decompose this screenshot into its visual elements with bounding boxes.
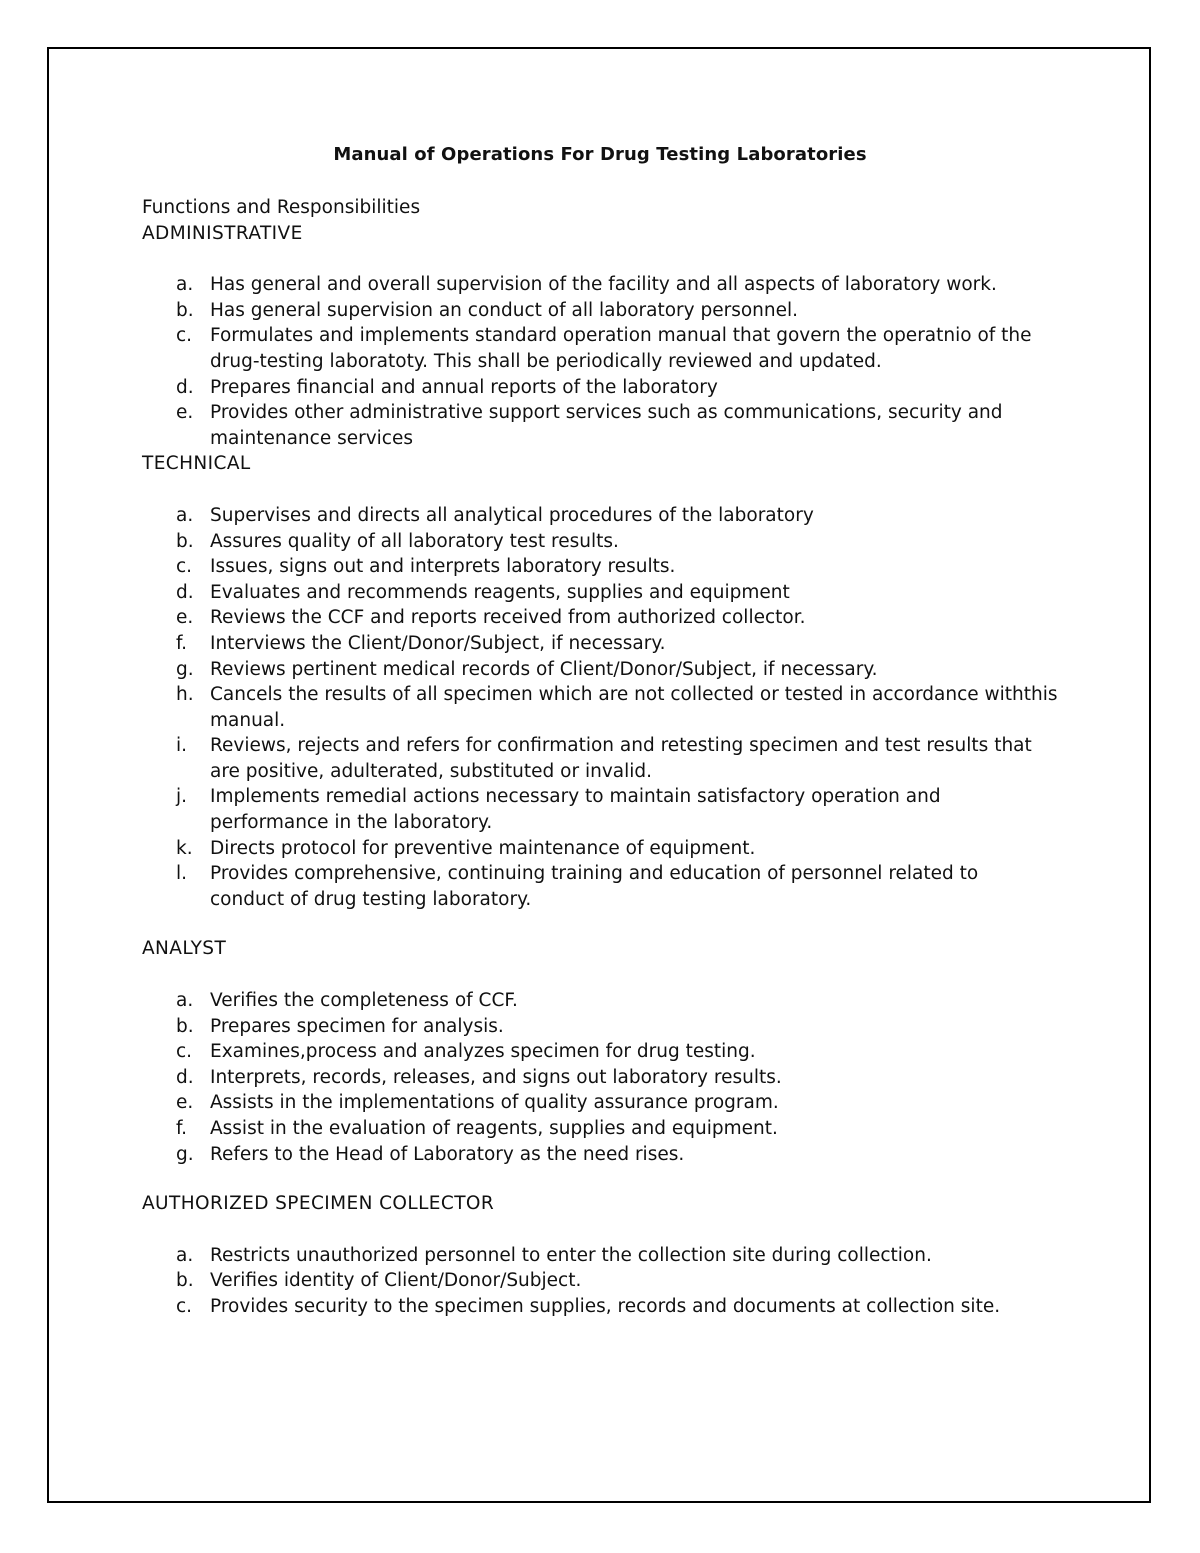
list-marker: c.: [176, 325, 193, 347]
list-item: [142, 1243, 1062, 1269]
list-item: [142, 375, 1062, 401]
list-item-text: Directs protocol for preventive maintenance of equipment.: [210, 837, 756, 859]
list-marker: i.: [176, 735, 188, 757]
list-marker: b.: [176, 1270, 194, 1292]
section-heading-administrative: ADMINISTRATIVE: [142, 222, 303, 244]
list-item-text: Examines,process and analyzes specimen for drug testing.: [210, 1041, 756, 1063]
list-item: [142, 1268, 1062, 1294]
list-marker: b.: [176, 1015, 194, 1037]
intro-line: Functions and Responsibilities: [142, 197, 421, 218]
list-item-text: Implements remedial actions necessary to maintain satisfactory operation and performance in the laboratory.: [210, 786, 941, 834]
list-item: [142, 657, 1062, 683]
list-item-text: Provides other administrative support services such as communications, security and maintenance services: [210, 402, 1003, 449]
document-body: [142, 195, 1062, 1320]
list-item-text: Verifies identity of Client/Donor/Subject.: [210, 1270, 582, 1292]
list-marker: f.: [176, 632, 188, 654]
list-marker: g.: [176, 658, 194, 680]
list-marker: a.: [176, 990, 194, 1012]
list-item-text: Formulates and implements standard operation manual that govern the operatnio of the drug-testing laboratoty. This shall be periodically reviewed and updated.: [210, 325, 1032, 372]
list-marker: a.: [176, 274, 194, 296]
list-item: [142, 580, 1062, 606]
list-item: [142, 836, 1062, 862]
list-item-text: Reviews the CCF and reports received from authorized collector.: [210, 607, 806, 629]
list-marker: e.: [176, 1092, 194, 1114]
list-marker: c.: [176, 1041, 193, 1063]
list-item-text: Has general supervision an conduct of all laboratory personnel.: [210, 299, 799, 321]
list-item: [142, 1294, 1062, 1320]
list-item: [142, 298, 1062, 324]
administrative-list: [142, 272, 1062, 451]
collector-list: [142, 1243, 1062, 1320]
analyst-list: [142, 988, 1062, 1167]
list-marker: c.: [176, 556, 193, 578]
list-item-text: Provides comprehensive, continuing training and education of personnel related to conduct of drug testing laboratory.: [210, 863, 979, 910]
list-item-text: Supervises and directs all analytical procedures of the laboratory: [210, 504, 814, 526]
list-marker: b.: [176, 530, 194, 552]
list-item: [142, 1039, 1062, 1065]
list-item: [142, 605, 1062, 631]
list-marker: j.: [176, 786, 188, 808]
list-item: [142, 529, 1062, 555]
list-item: [142, 988, 1062, 1014]
list-item-text: Refers to the Head of Laboratory as the need rises.: [210, 1143, 685, 1165]
list-item-text: Restricts unauthorized personnel to enter the collection site during collection.: [210, 1244, 932, 1266]
list-item-text: Evaluates and recommends reagents, supplies and equipment: [210, 581, 790, 603]
list-item-text: Has general and overall supervision of the facility and all aspects of laboratory work.: [210, 274, 997, 296]
list-item: [142, 1065, 1062, 1091]
list-item-text: Verifies the completeness of CCF.: [210, 990, 518, 1012]
list-item-text: Assist in the evaluation of reagents, supplies and equipment.: [210, 1118, 778, 1139]
list-item-text: Prepares financial and annual reports of the laboratory: [210, 376, 718, 398]
list-item: [142, 682, 1062, 733]
list-item: [142, 631, 1062, 657]
list-item: [142, 733, 1062, 784]
section-heading-authorized-specimen-collector: AUTHORIZED SPECIMEN COLLECTOR: [142, 1193, 495, 1215]
list-marker: b.: [176, 299, 194, 321]
list-marker: c.: [176, 1295, 193, 1317]
list-item: [142, 554, 1062, 580]
list-marker: d.: [176, 1066, 194, 1088]
list-item-text: Provides security to the specimen supplies, records and documents at collection site.: [210, 1295, 1001, 1317]
list-item: [142, 1090, 1062, 1116]
list-marker: a.: [176, 504, 194, 526]
section-heading-analyst: ANALYST: [142, 938, 227, 960]
list-marker: e.: [176, 607, 194, 629]
document-title: Manual of Operations For Drug Testing Laboratories: [333, 144, 867, 165]
list-item: [142, 1142, 1062, 1168]
list-item-text: Prepares specimen for analysis.: [210, 1015, 504, 1037]
list-item-text: Reviews, rejects and refers for confirmation and retesting specimen and test results that are positive, adulterated, substituted or invalid.: [210, 735, 1032, 782]
section-heading-technical: TECHNICAL: [142, 453, 251, 475]
list-marker: a.: [176, 1244, 194, 1266]
list-item: [142, 272, 1062, 298]
list-marker: g.: [176, 1143, 194, 1165]
list-marker: h.: [176, 684, 194, 706]
list-item-text: Cancels the results of all specimen which are not collected or tested in accordance withthis manual.: [210, 684, 1058, 731]
list-item: [142, 861, 1062, 912]
list-marker: e.: [176, 402, 194, 424]
list-item: [142, 323, 1062, 374]
list-item-text: Reviews pertinent medical records of Client/Donor/Subject, if necessary.: [210, 658, 878, 680]
list-marker: f.: [176, 1118, 188, 1139]
list-item-text: Interprets, records, releases, and signs out laboratory results.: [210, 1066, 782, 1088]
list-item-text: Assures quality of all laboratory test results.: [210, 530, 619, 552]
list-item: [142, 784, 1062, 835]
list-marker: l.: [176, 863, 188, 885]
list-item: [142, 400, 1062, 451]
list-item-text: Interviews the Client/Donor/Subject, if necessary.: [210, 632, 666, 654]
list-marker: k.: [176, 837, 193, 859]
list-item: [142, 503, 1062, 529]
list-item-text: Issues, signs out and interprets laboratory results.: [210, 556, 676, 578]
list-marker: d.: [176, 376, 194, 398]
list-marker: d.: [176, 581, 194, 603]
list-item-text: Assists in the implementations of quality assurance program.: [210, 1092, 779, 1114]
list-item: [142, 1116, 1062, 1142]
list-item: [142, 1014, 1062, 1040]
technical-list: [142, 503, 1062, 913]
